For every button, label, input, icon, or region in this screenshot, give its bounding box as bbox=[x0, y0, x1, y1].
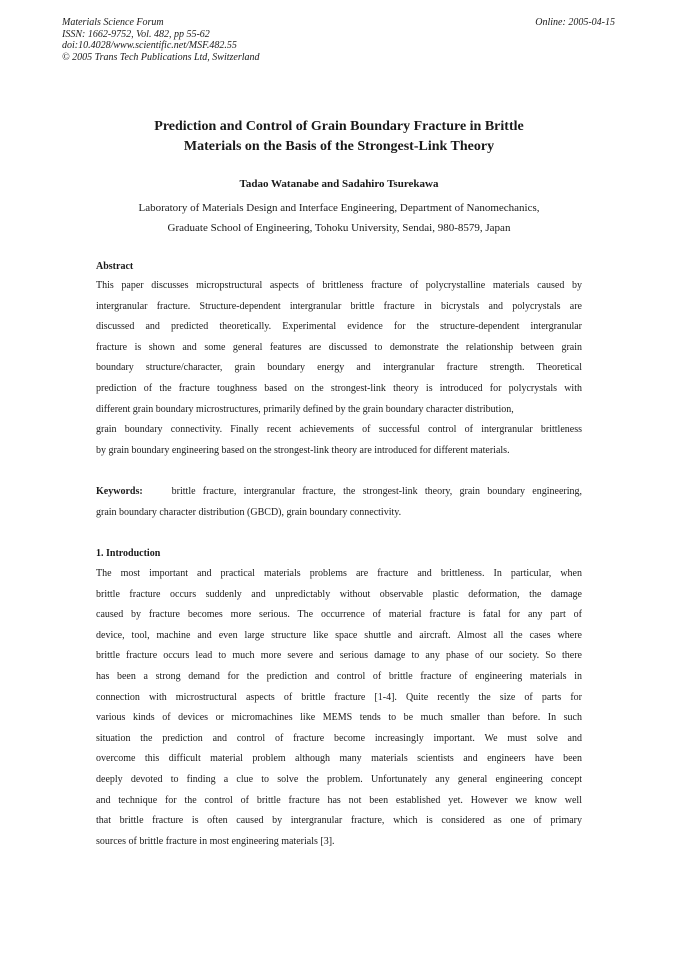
abstract-line: This paper discusses micropstructural aspects of brittleness fracture of polycrystalline materials caused by bbox=[96, 280, 582, 291]
abstract-line: by grain boundary engineering based on the strongest-link theory are introduced for different materials. bbox=[96, 444, 510, 456]
doi-line: doi:10.4028/www.scientific.net/MSF.482.55 bbox=[62, 40, 237, 51]
journal-header bbox=[62, 17, 260, 63]
intro-line: sources of brittle fracture in most engineering materials [3]. bbox=[96, 835, 335, 847]
keywords-line bbox=[96, 482, 582, 503]
intro-line: overcome this difficult material problem although many materials scientists and engineers have been bbox=[96, 753, 582, 765]
abstract-line: fracture is shown and some general features are discussed to demonstrate the relationship between grain bbox=[96, 341, 582, 353]
keywords-text: brittle fracture, intergranular fracture, the strongest-link theory, grain boundary engineering, bbox=[171, 486, 582, 497]
abstract-line: grain boundary connectivity. Finally recent achievements of successful control of intergranular brittleness bbox=[96, 424, 582, 436]
intro-line: caused by fracture becomes more serious. The occurrence of material fracture is fatal for any part of bbox=[96, 609, 582, 621]
keywords-line: grain boundary character distribution (GBCD), grain boundary connectivity. bbox=[96, 506, 402, 518]
abstract-heading: Abstract bbox=[96, 261, 134, 272]
journal-name: Materials Science Forum bbox=[62, 17, 164, 28]
abstract-line: different grain boundary microstructures, primarily defined by the grain boundary character distribution, bbox=[96, 403, 514, 415]
introduction-body bbox=[96, 564, 582, 852]
affiliation-line: Laboratory of Materials Design and Interface Engineering, Department of Nanomechanics, bbox=[138, 202, 540, 214]
title-line: Prediction and Control of Grain Boundary Fracture in Brittle bbox=[154, 119, 524, 134]
paper-affiliation bbox=[96, 198, 582, 238]
intro-line: connection with microstructural aspects of brittle fracture [1-4]. Quite recently the size of parts for bbox=[96, 691, 582, 703]
issn-line: ISSN: 1662-9752, Vol. 482, pp 55-62 bbox=[62, 28, 210, 40]
abstract-line: boundary structure/character, grain boundary energy and intergranular fracture strength. Theoretical bbox=[96, 362, 582, 374]
intro-line: The most important and practical materials problems are fracture and brittleness. In particular, when bbox=[96, 568, 582, 579]
abstract-line: prediction of the fracture toughness based on the strongest-link theory is introduced for polycrystals with bbox=[96, 382, 582, 394]
intro-line: device, tool, machine and even large structure like space shuttle and aircraft. Almost all the cases where bbox=[96, 629, 582, 641]
paper-authors: Tadao Watanabe and Sadahiro Tsurekawa bbox=[239, 178, 439, 190]
affiliation-line: Graduate School of Engineering, Tohoku University, Sendai, 980-8579, Japan bbox=[167, 222, 511, 234]
intro-line: brittle fracture occurs lead to much more severe and serious damage to any phase of our society. So there bbox=[96, 650, 582, 662]
paper-title bbox=[96, 117, 582, 157]
abstract-body bbox=[96, 276, 582, 461]
abstract-line: intergranular fracture. Structure-dependent intergranular brittle fracture in bicrystals and polycrystals are bbox=[96, 300, 582, 312]
intro-line: brittle fracture occurs suddenly and unpredictably without observable plastic deformation, the damage bbox=[96, 588, 582, 600]
title-line: Materials on the Basis of the Strongest-Link Theory bbox=[183, 139, 495, 154]
copyright-line: © 2005 Trans Tech Publications Ltd, Switzerland bbox=[62, 51, 260, 63]
keywords-block bbox=[96, 482, 582, 523]
intro-line: and technique for the control of brittle fracture has not been established yet. However we know well bbox=[96, 794, 582, 806]
intro-line: that brittle fracture is often caused by intergranular fracture, which is considered as one of primary bbox=[96, 815, 582, 827]
intro-line: various kinds of devices or micromachines like MEMS tends to be much smaller than before. In such bbox=[96, 712, 582, 724]
intro-line: situation the prediction and control of fracture become increasingly important. We must solve and bbox=[96, 732, 582, 744]
keywords-label: Keywords: bbox=[96, 486, 143, 497]
intro-line: deeply devoted to finding a clue to solve the problem. Unfortunately any general engineering concept bbox=[96, 773, 582, 785]
online-date: Online: 2005-04-15 bbox=[535, 17, 615, 28]
intro-line: has been a strong demand for the prediction and control of brittle fracture of engineering materials in bbox=[96, 670, 582, 682]
abstract-line: discussed and predicted theoretically. Experimental evidence for the structure-dependent intergranular bbox=[96, 321, 582, 333]
introduction-heading: 1. Introduction bbox=[96, 548, 161, 559]
